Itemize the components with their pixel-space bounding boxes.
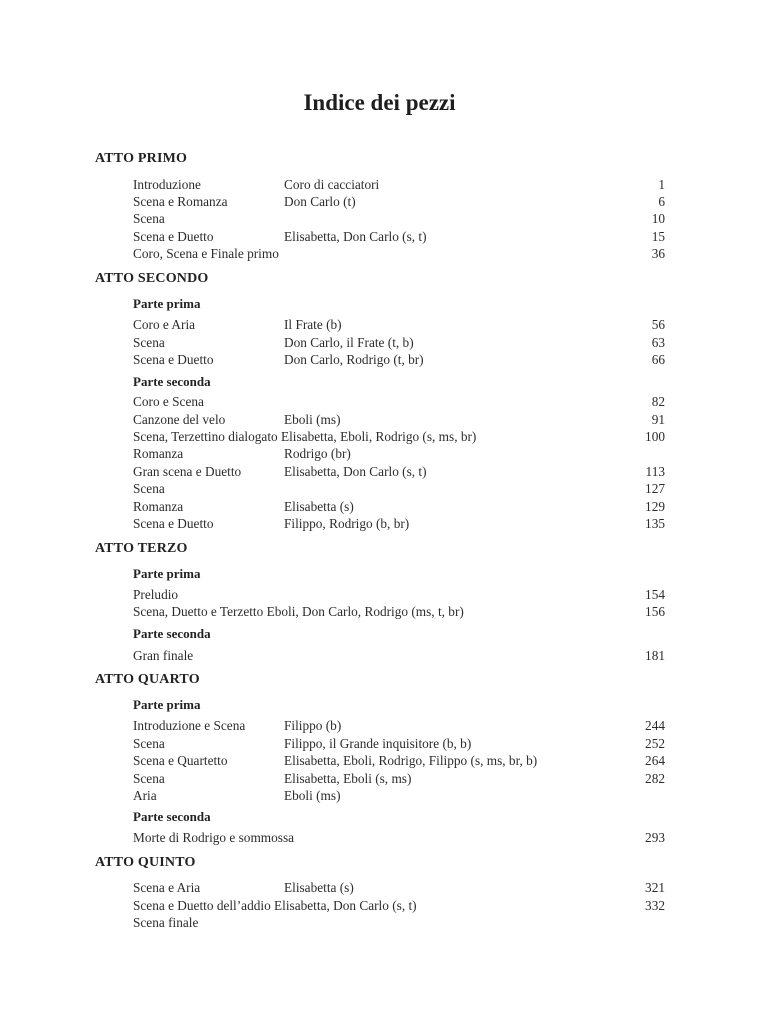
piece-title: Scena e Duetto dell’addio Elisabetta, Don Carlo (s, t) [133, 898, 417, 913]
toc-entry[interactable] [133, 829, 665, 846]
characters: Eboli (ms) [284, 412, 341, 427]
characters: Filippo, Rodrigo (b, br) [284, 516, 410, 531]
piece-title: Scena [133, 481, 165, 496]
characters: Elisabetta (s) [284, 499, 354, 514]
part-heading: Parte prima [133, 697, 201, 712]
toc-entry[interactable] [133, 351, 665, 368]
toc-entry[interactable] [133, 787, 665, 804]
page-number: 129 [645, 499, 665, 514]
toc-entry[interactable] [133, 515, 665, 532]
piece-title: Scena finale [133, 915, 199, 930]
page-title: Indice dei pezzi [303, 90, 456, 115]
act-heading: ATTO PRIMO [95, 151, 188, 166]
characters: Don Carlo (t) [284, 194, 356, 209]
piece-title: Scena, Terzettino dialogato Elisabetta, Eboli, Rodrigo (s, ms, br) [133, 429, 477, 444]
act-heading: ATTO SECONDO [95, 271, 209, 286]
toc-entry[interactable] [133, 393, 665, 410]
page-number: 66 [651, 352, 665, 367]
part-heading: Parte seconda [133, 374, 211, 389]
toc-entry[interactable] [133, 334, 665, 351]
piece-title: Coro, Scena e Finale primo [133, 246, 279, 261]
page-number: 264 [645, 753, 665, 768]
characters: Elisabetta, Eboli, Rodrigo, Filippo (s, ms, br, b) [284, 753, 538, 768]
characters: Elisabetta (s) [284, 880, 354, 895]
characters: Coro di cacciatori [284, 177, 380, 192]
page-number: 154 [645, 587, 665, 602]
page-number: 332 [645, 898, 665, 913]
toc-entry[interactable] [133, 897, 665, 914]
act-heading: ATTO TERZO [95, 541, 188, 556]
piece-title: Morte di Rodrigo e sommossa [133, 830, 295, 845]
part-heading: Parte prima [133, 566, 201, 581]
toc-entry[interactable] [133, 228, 665, 245]
characters: Elisabetta, Don Carlo (s, t) [284, 464, 427, 479]
characters: Don Carlo, il Frate (t, b) [284, 335, 414, 350]
page-number: 282 [645, 771, 665, 786]
piece-title: Romanza [133, 446, 184, 461]
page-number: 100 [645, 429, 665, 444]
page-number: 127 [645, 481, 665, 496]
piece-title: Romanza [133, 499, 184, 514]
piece-title: Scena [133, 771, 165, 786]
piece-title: Scena e Duetto [133, 352, 214, 367]
toc-entry[interactable] [133, 193, 665, 210]
piece-title: Aria [133, 788, 157, 803]
toc-entry[interactable] [133, 210, 665, 227]
piece-title: Scena e Duetto [133, 229, 214, 244]
toc-entry[interactable] [133, 647, 665, 664]
piece-title: Scena, Duetto e Terzetto Eboli, Don Carlo, Rodrigo (ms, t, br) [133, 604, 464, 619]
toc-entry[interactable] [133, 245, 665, 262]
toc-entry[interactable] [133, 463, 665, 480]
page-number: 244 [645, 718, 665, 733]
piece-title: Scena e Aria [133, 880, 201, 895]
characters: Don Carlo, Rodrigo (t, br) [284, 352, 424, 367]
piece-title: Introduzione e Scena [133, 718, 246, 733]
page-number: 113 [645, 464, 665, 479]
piece-title: Scena [133, 736, 165, 751]
characters: Il Frate (b) [284, 317, 342, 332]
page-number: 6 [658, 194, 665, 209]
toc-entry[interactable] [133, 316, 665, 333]
page-number: 10 [651, 211, 665, 226]
toc-entry[interactable] [133, 752, 665, 769]
characters: Elisabetta, Don Carlo (s, t) [284, 229, 427, 244]
characters: Filippo, il Grande inquisitore (b, b) [284, 736, 472, 751]
page-number: 15 [651, 229, 665, 244]
piece-title: Gran scena e Duetto [133, 464, 242, 479]
page-number: 181 [645, 648, 665, 663]
piece-title: Scena e Romanza [133, 194, 228, 209]
toc-entry[interactable] [133, 770, 665, 787]
page-number: 1 [658, 177, 665, 192]
page-number: 36 [651, 246, 665, 261]
part-heading: Parte seconda [133, 626, 211, 641]
page-number: 293 [645, 830, 665, 845]
characters: Rodrigo (br) [284, 446, 351, 461]
toc-entry[interactable] [133, 498, 665, 515]
characters: Filippo (b) [284, 718, 342, 733]
page-number: 321 [645, 880, 665, 895]
piece-title: Preludio [133, 587, 179, 602]
act-heading: ATTO QUARTO [95, 672, 200, 687]
toc-entry[interactable] [133, 428, 665, 445]
part-heading: Parte seconda [133, 809, 211, 824]
piece-title: Scena [133, 211, 165, 226]
toc-entry[interactable] [133, 735, 665, 752]
page-number: 91 [651, 412, 665, 427]
page-number: 135 [645, 516, 665, 531]
piece-title: Gran finale [133, 648, 194, 663]
act-heading: ATTO QUINTO [95, 855, 196, 870]
piece-title: Coro e Aria [133, 317, 196, 332]
piece-title: Canzone del velo [133, 412, 226, 427]
toc-entry[interactable] [133, 445, 665, 462]
characters: Eboli (ms) [284, 788, 341, 803]
characters: Elisabetta, Eboli (s, ms) [284, 771, 412, 786]
toc-entry[interactable] [133, 879, 665, 896]
toc-entry[interactable] [133, 914, 665, 931]
toc-entry[interactable] [133, 176, 665, 193]
piece-title: Scena [133, 335, 165, 350]
toc-entry[interactable] [133, 480, 665, 497]
toc-entry[interactable] [133, 411, 665, 428]
page-number: 56 [651, 317, 665, 332]
part-heading: Parte prima [133, 296, 201, 311]
toc-entry[interactable] [133, 717, 665, 734]
page-number: 63 [651, 335, 665, 350]
page-number: 156 [645, 604, 665, 619]
page-number: 252 [645, 736, 665, 751]
piece-title: Introduzione [133, 177, 201, 192]
toc-entry[interactable] [133, 586, 665, 603]
piece-title: Coro e Scena [133, 394, 204, 409]
page-number: 82 [651, 394, 665, 409]
piece-title: Scena e Duetto [133, 516, 214, 531]
piece-title: Scena e Quartetto [133, 753, 228, 768]
toc-entry[interactable] [133, 603, 665, 620]
